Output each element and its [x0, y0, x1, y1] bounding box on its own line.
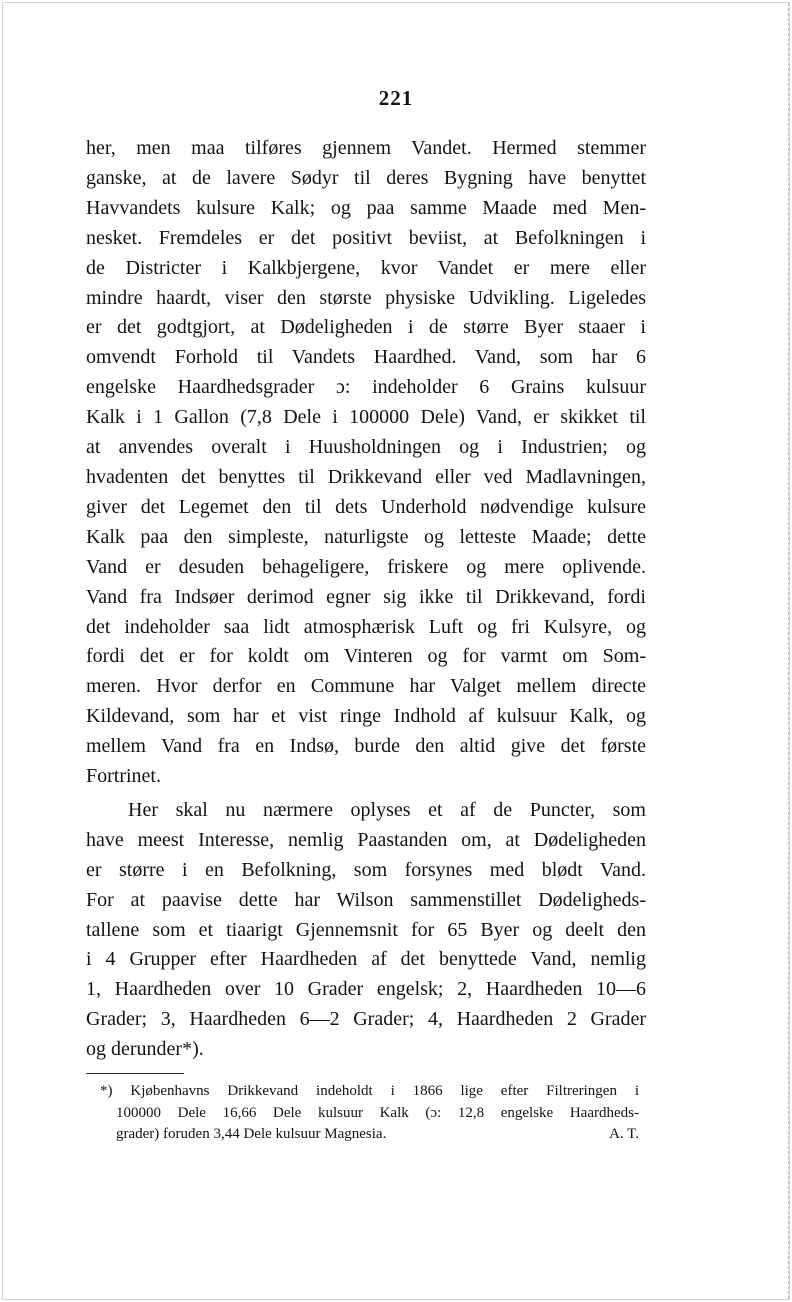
- text-line: ganske, at de lavere Sødyr til deres Bygning have benyttet: [86, 166, 646, 189]
- footnote-rule: [86, 1073, 184, 1074]
- text-line: 1, Haardheden over 10 Grader engelsk; 2, Haardheden 10—6: [86, 978, 646, 1001]
- text-line: omvendt Forhold til Vandets Haardhed. Vand, som har 6: [86, 346, 646, 369]
- text-line: fordi det er for koldt om Vinteren og for varmt om Som-: [86, 645, 646, 668]
- text-line: i 4 Grupper efter Haardheden af det benyttede Vand, nemlig: [86, 948, 646, 971]
- footnote-text: grader) foruden 3,44 Dele kulsuur Magnesia.: [116, 1126, 387, 1142]
- text-line: Kalk paa den simpleste, naturligste og letteste Maade; dette: [86, 525, 646, 548]
- text-line: hvadenten det benyttes til Drikkevand eller ved Madlavningen,: [86, 465, 646, 488]
- text-line: Kildevand, som har et vist ringe Indhold af kulsuur Kalk, og: [86, 705, 646, 728]
- text-line: de Districter i Kalkbjergene, kvor Vandet er mere eller: [86, 256, 646, 279]
- text-line: det indeholder saa lidt atmosphærisk Luft og fri Kulsyre, og: [86, 615, 646, 638]
- text-line: have meest Interesse, nemlig Paastanden om, at Dødeligheden: [86, 828, 646, 851]
- text-line: er større i en Befolkning, som forsynes med blødt Vand.: [86, 858, 646, 881]
- text-line: Vand fra Indsøer derimod egner sig ikke til Drikkevand, fordi: [86, 585, 646, 608]
- text-line: Kalk i 1 Gallon (7,8 Dele i 100000 Dele) Vand, er skikket til: [86, 406, 646, 429]
- body-text: [86, 134, 646, 1065]
- footnote-signature: A. T.: [609, 1126, 639, 1142]
- text-line: Vand er desuden behageligere, friskere og mere oplivende.: [86, 555, 646, 578]
- text-line: og derunder*).: [86, 1038, 204, 1061]
- text-line: Fortrinet.: [86, 765, 161, 788]
- text-line: mellem Vand fra en Indsø, burde den altid give det første: [86, 735, 646, 758]
- footnote-line-last: [100, 1124, 639, 1146]
- text-line: meren. Hvor derfor en Commune har Valget mellem directe: [86, 675, 646, 698]
- text-line: Her skal nu nærmere oplyses et af de Puncter, som: [128, 798, 646, 821]
- text-line: Grader; 3, Haardheden 6—2 Grader; 4, Haardheden 2 Grader: [86, 1008, 646, 1031]
- text-line: Havvandets kulsure Kalk; og paa samme Maade med Men-: [86, 196, 646, 219]
- text-line: her, men maa tilføres gjennem Vandet. Hermed stemmer: [86, 137, 646, 159]
- page-number: 221: [378, 86, 414, 110]
- text-line: giver det Legemet den til dets Underhold nødvendige kulsure: [86, 495, 646, 518]
- text-line: tallene som et tiaarigt Gjennemsnit for 65 Byer og deelt den: [86, 918, 646, 941]
- footnote: [100, 1081, 639, 1146]
- text-line: at anvendes overalt i Huusholdningen og i Industrien; og: [86, 436, 646, 459]
- text-line: mindre haardt, viser den største physiske Udvikling. Ligeledes: [86, 286, 646, 309]
- text-line: engelske Haardhedsgrader ɔ: indeholder 6 Grains kulsuur: [86, 376, 646, 399]
- paragraph-1: [86, 134, 646, 792]
- text-line: er det godtgjort, at Dødeligheden i de større Byer staaer i: [86, 316, 646, 339]
- paragraph-2: [86, 796, 646, 1065]
- footnote-line: 100000 Dele 16,66 Dele kulsuur Kalk (ɔ: 12,8 engelske Haardheds-: [116, 1104, 639, 1121]
- text-line: nesket. Fremdeles er det positivt beviist, at Befolkningen i: [86, 226, 646, 249]
- text-line: For at paavise dette har Wilson sammenstillet Dødeligheds-: [86, 888, 646, 911]
- footnote-line: *) Kjøbenhavns Drikkevand indeholdt i 1866 lige efter Filtreringen i: [100, 1083, 639, 1099]
